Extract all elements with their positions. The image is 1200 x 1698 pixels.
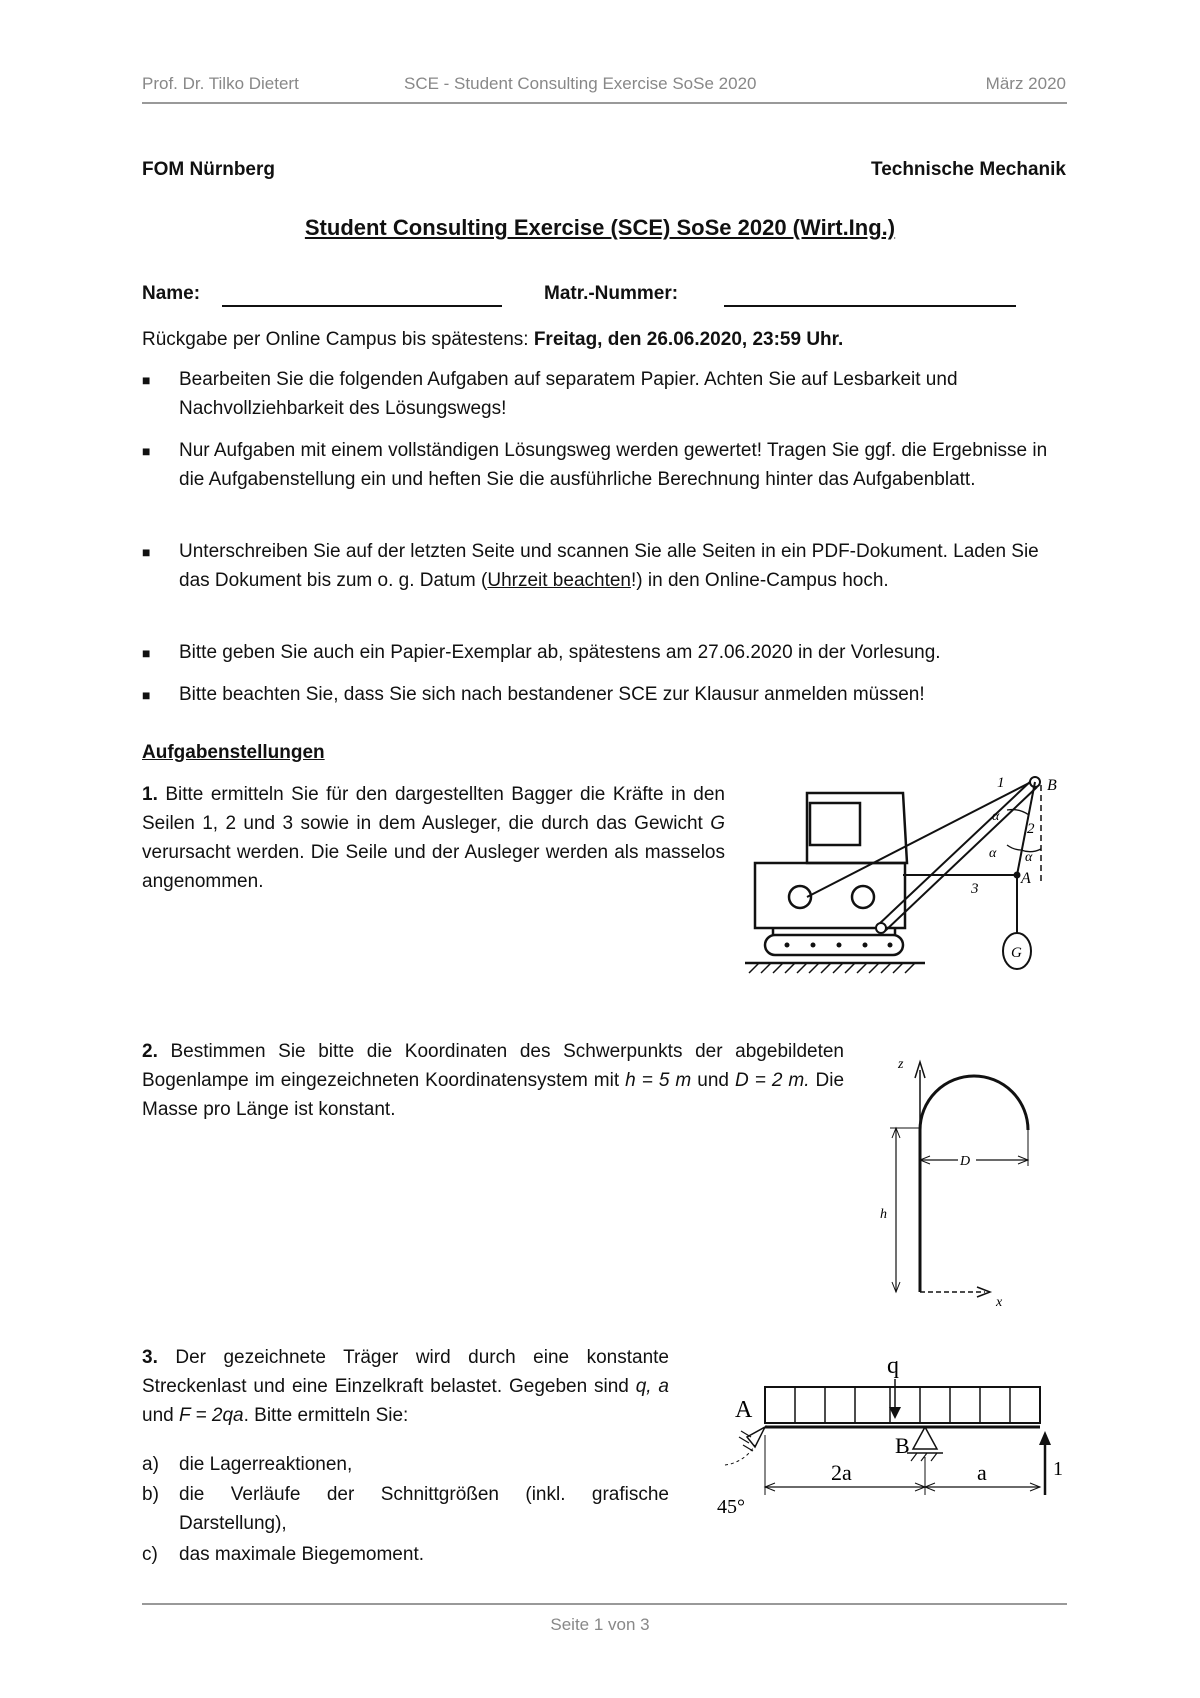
- force-F: [1039, 1431, 1051, 1445]
- support-A: [747, 1427, 765, 1447]
- section-title: Aufgabenstellungen: [142, 742, 325, 763]
- matr-field[interactable]: [724, 305, 1016, 307]
- label-1: 1: [997, 775, 1005, 791]
- bullet-marker: ■: [142, 645, 151, 661]
- bullet-2: Nur Aufgaben mit einem vollständigen Lösungsweg werden gewertet! Tragen Sie ggf. die Ergebnisse in die Aufgabenstellung ein und heften Sie die ausführliche Berechnung hinter das Aufgabenblatt.: [179, 440, 1048, 490]
- task1-text-a: Bitte ermitteln Sie für den dargestellten Bagger die Kräfte in den Seilen 1, 2 und 3 sowie in dem Ausleger, die durch das Gewicht: [142, 784, 725, 834]
- task2-number: 2.: [142, 1041, 158, 1062]
- label-A: A: [735, 1397, 753, 1423]
- matr-label: Matr.-Nummer:: [544, 283, 679, 304]
- header-title: SCE - Student Consulting Exercise SoSe 2020: [404, 74, 757, 93]
- subject: Technische Mechanik: [871, 159, 1066, 180]
- bullet-marker: ■: [142, 544, 151, 560]
- label-D: D: [960, 1154, 971, 1169]
- label-q: q: [887, 1353, 899, 1379]
- support-B: [913, 1427, 937, 1449]
- header-author: Prof. Dr. Tilko Dietert: [142, 74, 299, 93]
- bullet-3-line1: Unterschreiben Sie auf der letzten Seite und scannen Sie alle Seiten in ein PDF-Dokument.: [179, 541, 948, 562]
- label-alpha: α: [992, 809, 1000, 824]
- task1-var: G: [710, 813, 725, 834]
- label-3: 3: [971, 881, 979, 897]
- header-rule: [142, 102, 1067, 104]
- deadline: [142, 325, 843, 354]
- task3-item-key-a: a): [142, 1454, 159, 1475]
- rope-1: [807, 781, 1033, 897]
- label-B: B: [895, 1433, 910, 1458]
- label-a: a: [977, 1460, 987, 1485]
- label-G: G: [1011, 945, 1022, 961]
- bullet-5: Bitte beachten Sie, dass Sie sich nach bestandener SCE zur Klausur anmelden müssen!: [179, 684, 925, 705]
- bullet-3-pre: Laden Sie das Dokument bis zum o. g. Datum (: [179, 541, 1039, 591]
- task2-text-b: Die Masse pro Länge ist konstant.: [142, 1070, 845, 1120]
- bullet-3: [179, 537, 1064, 595]
- label-A: A: [1021, 870, 1031, 887]
- task2-h: h = 5 m: [625, 1070, 692, 1091]
- task1-text: [142, 780, 725, 896]
- deadline-value: Freitag, den 26.06.2020, 23:59 Uhr.: [533, 329, 844, 350]
- label-alpha: α: [989, 846, 997, 861]
- task3-text-a: Der gezeichnete Träger wird durch eine konstante Streckenlast und eine Einzelkraft belastet. Gegeben sind: [142, 1347, 669, 1397]
- name-field[interactable]: [222, 305, 502, 307]
- label-x: x: [996, 1295, 1003, 1310]
- bullet-3-underlined: Uhrzeit beachten: [487, 570, 631, 591]
- label-alpha: α: [1025, 850, 1033, 865]
- task1-number: 1.: [142, 784, 158, 805]
- footer-rule: [142, 1603, 1067, 1605]
- task3-und: und: [142, 1405, 174, 1426]
- lamp-figure: [870, 1040, 1050, 1320]
- label-B: B: [1047, 777, 1057, 794]
- label-45: 45°: [717, 1496, 745, 1518]
- beam-figure: [715, 1345, 1070, 1530]
- boom: [878, 779, 1037, 931]
- task3-text-b: . Bitte ermitteln Sie:: [243, 1405, 409, 1426]
- lamp-arc: [920, 1076, 1028, 1130]
- main-title: Student Consulting Exercise (SCE) SoSe 2020 (Wirt.Ing.): [304, 215, 896, 240]
- task2-text-a: Bestimmen Sie bitte die Koordinaten des Schwerpunkts der abgebildeten Bogenlampe im eingezeichneten Koordinatensystem mit: [142, 1041, 844, 1091]
- label-F: 1: [1053, 1458, 1063, 1480]
- task1-text-b: verursacht werden. Die Seile und der Ausleger werden als masselos angenommen.: [142, 842, 725, 892]
- bullet-marker: ■: [142, 372, 151, 388]
- body-wheel: [852, 886, 874, 908]
- bullet-marker: ■: [142, 443, 151, 459]
- bullet-marker: ■: [142, 687, 151, 703]
- task3-givens: q, a: [635, 1376, 670, 1397]
- label-h: h: [880, 1207, 887, 1222]
- excavator-figure: [745, 775, 1075, 1010]
- task3-item-a: die Lagerreaktionen,: [179, 1454, 353, 1475]
- task3-number: 3.: [142, 1347, 158, 1368]
- institution: FOM Nürnberg: [142, 159, 275, 180]
- page-number: Seite 1 von 3: [550, 1615, 650, 1634]
- task3-text: [142, 1343, 669, 1430]
- task3-item-b: die Verläufe der Schnittgrößen (inkl. grafische Darstellung),: [179, 1484, 669, 1534]
- task3-item-c: das maximale Biegemoment.: [179, 1544, 424, 1565]
- excavator-body: [755, 863, 905, 928]
- bullet-3-post: !) in den Online-Campus hoch.: [631, 570, 889, 591]
- bullet-1: Bearbeiten Sie die folgenden Aufgaben auf separatem Papier. Achten Sie auf Lesbarkeit und Nachvollziehbarkeit des Lösungswegs!: [179, 369, 958, 419]
- distributed-load: [765, 1387, 1040, 1423]
- header-date: März 2020: [985, 74, 1066, 93]
- task3-f: F = 2qa: [178, 1405, 244, 1426]
- task3-item-key-b: b): [142, 1484, 159, 1505]
- label-2a: 2a: [831, 1460, 852, 1485]
- label-2: 2: [1027, 821, 1035, 837]
- task2-and: und: [697, 1070, 729, 1091]
- bullet-4: Bitte geben Sie auch ein Papier-Exemplar ab, spätestens am 27.06.2020 in der Vorlesung.: [179, 642, 941, 663]
- name-label: Name:: [142, 283, 201, 304]
- task3-item-key-c: c): [142, 1544, 158, 1565]
- label-z: z: [898, 1057, 904, 1072]
- task2-d: D = 2 m.: [734, 1070, 810, 1091]
- deadline-prefix: Rückgabe per Online Campus bis spätestens:: [142, 329, 529, 350]
- cab-window: [810, 803, 860, 845]
- task2-text: [142, 1037, 844, 1124]
